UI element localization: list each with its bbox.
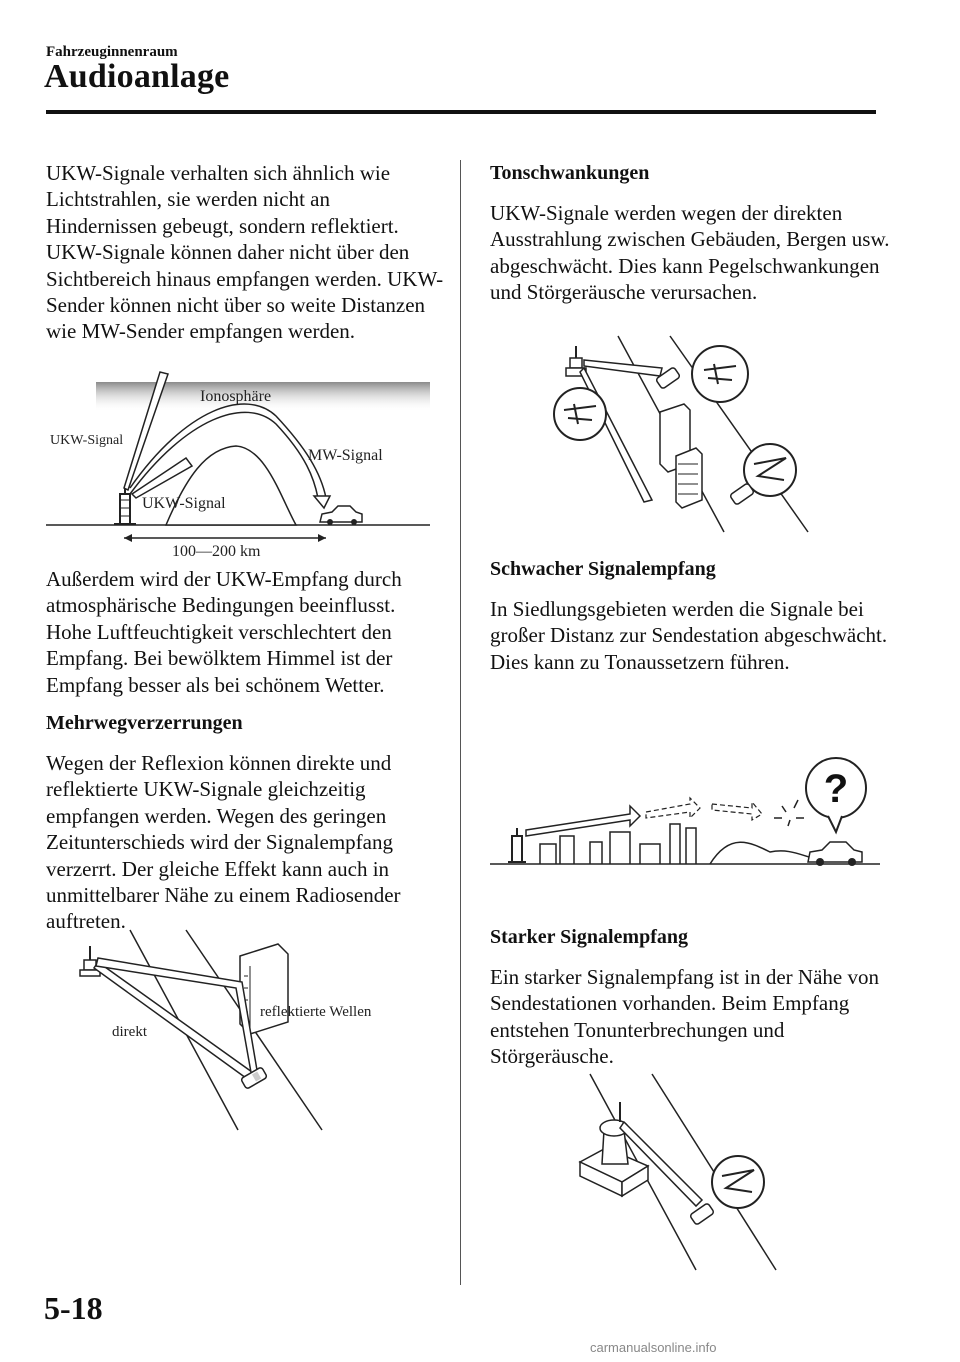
label-ionosphere: Ionosphäre (200, 388, 272, 405)
label-ukw-signal-1: UKW-Signal (50, 433, 124, 448)
heading-weak-signal: Schwacher Signalempfang (490, 558, 716, 580)
transmitter-tower-icon (508, 828, 526, 862)
figure-strong-signal (576, 1072, 786, 1272)
label-reflected: reflektierte Wellen (260, 1004, 372, 1020)
label-direct: direkt (112, 1024, 147, 1040)
figure-flutter (548, 334, 824, 534)
paragraph-ukw-behavior: UKW-Signale verhalten sich ähnlich wie Lichtstrahlen, sie werden nicht an Hindernissen gebeugt, sondern reflektiert. UKW-Signale können daher nicht über den Sichtbereich hinaus empfangen werden. UKW-Sender können nicht über so weite Distanzen wie MW-Sender empfangen werden. (46, 161, 444, 344)
weak-signal-diagram (490, 752, 880, 872)
paragraph-weak-signal: In Siedlungsgebieten werden die Signale bei großer Distanz zur Sendestation abgeschwächt. Dies kann zu Tonaussetzern führen. (490, 597, 888, 674)
car-icon (690, 1203, 715, 1225)
title-rule (46, 110, 876, 114)
label-ukw-signal-2: UKW-Signal (142, 495, 226, 512)
multipath-diagram (74, 926, 404, 1132)
buildings-icon (660, 404, 702, 508)
paragraph-multipath: Wegen der Reflexion können direkte und reflektierte UKW-Signale gleichzeitig empfangen werden. Wegen des geringen Zeitunterschieds wird der Signalempfang verzerrt. Der gleiche Effekt kann auch in unmittelbarer Nähe zu einem Radiosender auftreten. (46, 751, 401, 934)
paragraph-flutter: UKW-Signale werden wegen der direkten Ausstrahlung zwischen Gebäuden, Bergen usw. abgeschwächt. Dies kann Pegelschwankungen und Störgeräusche verursachen. (490, 201, 890, 305)
question-mark-icon: ? (823, 767, 849, 811)
signal-ray-weak-2 (712, 802, 762, 820)
noise-burst-icon (712, 1156, 764, 1208)
strong-signal-diagram (576, 1072, 786, 1272)
figure-multipath (74, 926, 404, 1132)
ionosphere-diagram (46, 368, 430, 564)
figure-ionosphere (46, 368, 430, 564)
transmitter-tower-icon (114, 486, 136, 524)
noise-bubble-icon (692, 346, 748, 402)
label-distance: 100—200 km (172, 543, 261, 560)
question-bubble-icon (806, 758, 866, 832)
heading-flutter: Tonschwankungen (490, 162, 650, 184)
paragraph-atmosphere: Außerdem wird der UKW-Empfang durch atmosphärische Bedingungen beeinflusst. Hohe Luftfeuchtigkeit verschlechtert den Empfang. Bei bewölktem Himmel ist der Empfang besser als bei schönem Wetter. (46, 567, 402, 697)
signal-ray-car (584, 360, 662, 376)
watermark: carmanualsonline.info (590, 1340, 717, 1355)
section-label: Fahrzeuginnenraum (46, 44, 178, 60)
flutter-diagram (548, 334, 824, 534)
broadcast-station-icon (580, 1102, 648, 1196)
city-skyline (540, 824, 820, 864)
car-icon (808, 842, 862, 866)
label-mw-signal: MW-Signal (308, 447, 383, 464)
heading-strong-signal: Starker Signalempfang (490, 926, 688, 948)
signal-ray-weak-1 (646, 798, 700, 818)
dropout-burst-icon (774, 800, 804, 826)
noise-bubble-icon (554, 388, 606, 440)
figure-weak-signal (490, 752, 880, 872)
page-number: 5-18 (44, 1290, 103, 1326)
heading-multipath: Mehrwegverzerrungen (46, 712, 243, 734)
page-title: Audioanlage (44, 58, 230, 95)
paragraph-strong-signal: Ein starker Signalempfang ist in der Nähe von Sendestationen vorhanden. Beim Empfang entstehen Tonunterbrechungen und Störgeräusche. (490, 965, 879, 1069)
car-icon (320, 506, 362, 525)
column-divider (460, 160, 461, 1285)
car-icon (730, 483, 755, 505)
